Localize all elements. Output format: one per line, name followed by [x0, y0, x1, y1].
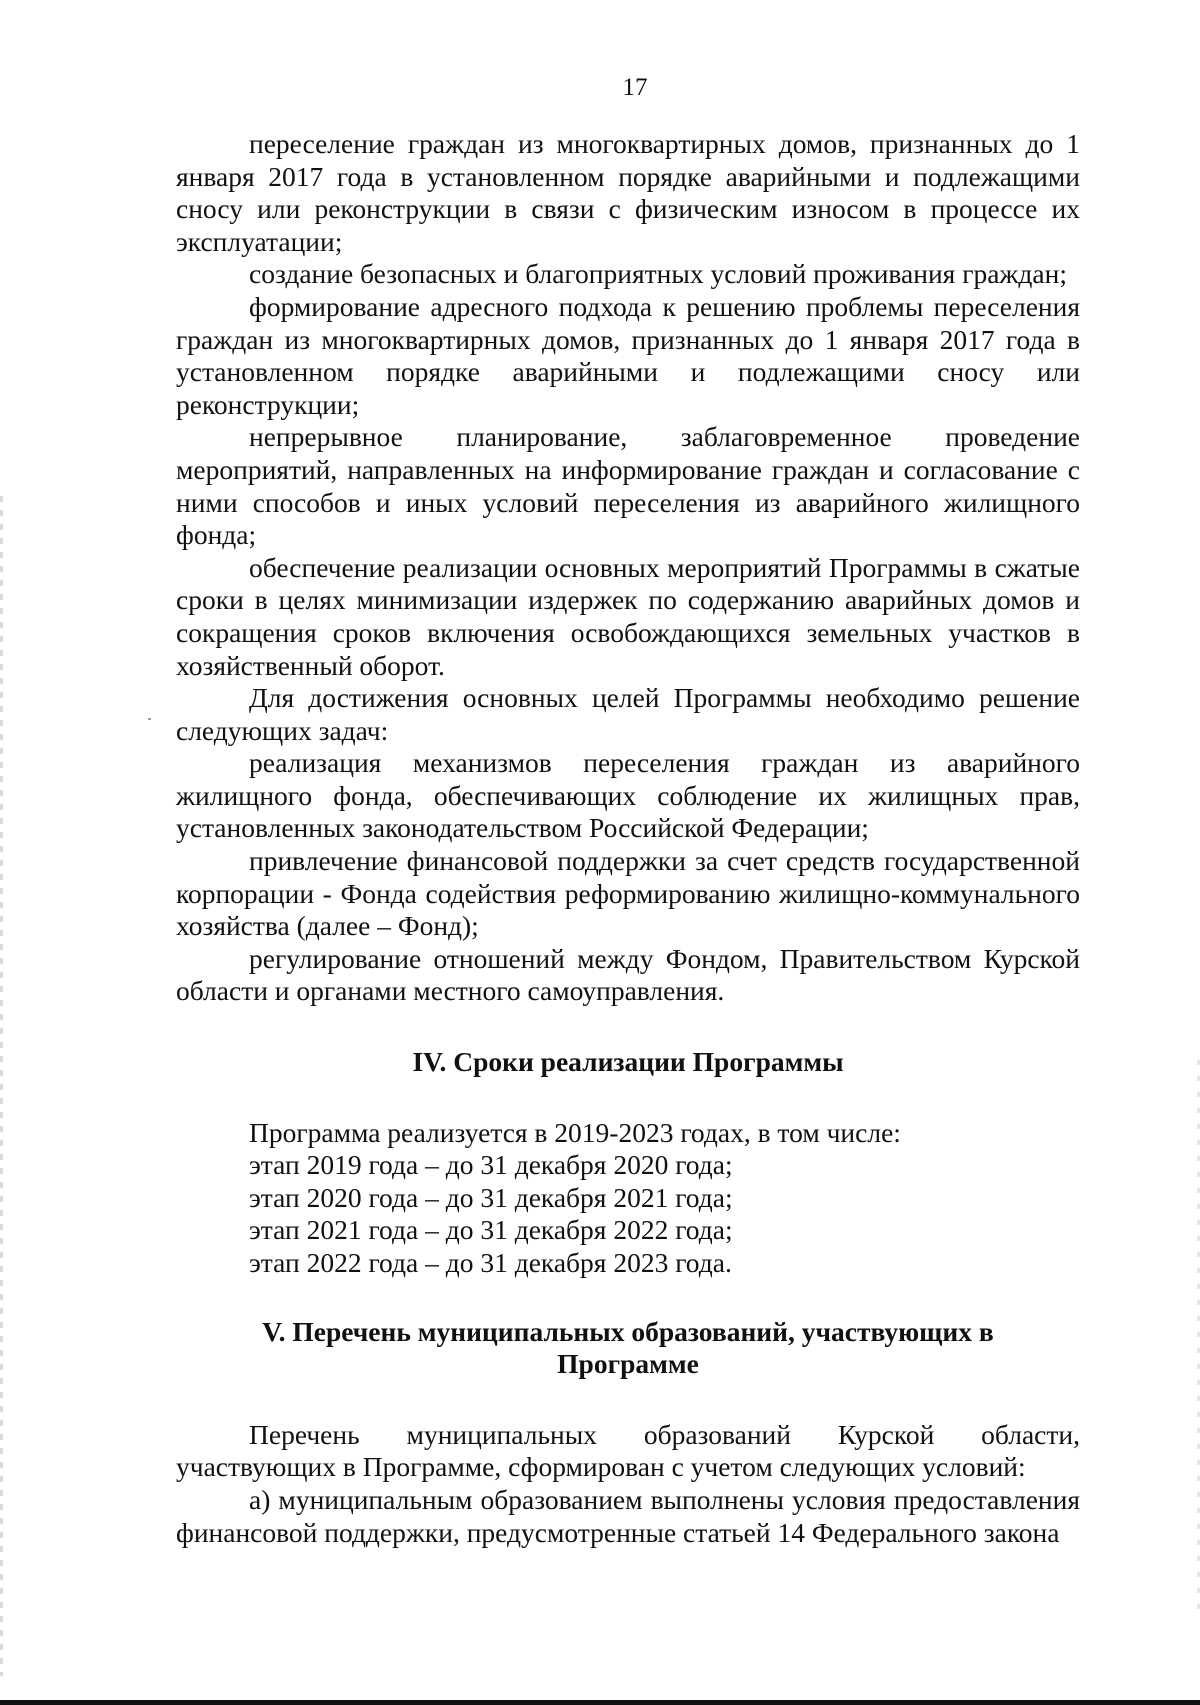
scan-bottom-edge	[0, 1700, 1200, 1705]
paragraph-targeted-approach: формирование адресного подхода к решению проблемы переселения граждан из многоквартирных домов, признанных до 1 января 2017 года в установленном порядке аварийными и подлежащими сносу или реконструкции;	[176, 290, 1080, 420]
stage-item: этап 2021 года – до 31 декабря 2022 года;	[249, 1214, 733, 1246]
scan-edge-mark-left	[0, 496, 3, 1676]
paragraph-resettlement: переселение граждан из многоквартирных домов, признанных до 1 января 2017 года в установленном порядке аварийными и подлежащими сносу или реконструкции в связи с физическим износом в процессе их эксплуатации;	[176, 128, 1080, 257]
paragraph-regulation: регулирование отношений между Фондом, Правительством Курской области и органами местного самоуправления.	[176, 942, 1080, 1007]
paragraph-tasks-intro: Для достижения основных целей Программы необходимо решение следующих задач:	[176, 682, 1080, 746]
section-4-intro: Программа реализуется в 2019-2023 годах, в том числе:	[249, 1116, 901, 1148]
paragraph-mechanisms: реализация механизмов переселения граждан из аварийного жилищного фонда, обеспечивающих соблюдение их жилищных прав, установленных законодательством Российской Федерации;	[176, 747, 1080, 844]
scan-dot	[148, 718, 151, 720]
document-body	[176, 128, 1080, 1549]
paragraph-implementation: обеспечение реализации основных мероприятий Программы в сжатые сроки в целях минимизации издержек по содержанию аварийных домов и сокращения сроков включения освобождающихся земельных участков в хозяйственный оборот.	[176, 551, 1080, 681]
section-4-heading: IV. Сроки реализации Программы	[412, 1046, 844, 1078]
paragraph-planning: непрерывное планирование, заблаговременное проведение мероприятий, направленных на информирование граждан и согласование с ними способов и иных условий переселения из аварийного жилищного фонда;	[176, 421, 1080, 551]
section-4-content	[176, 1117, 1080, 1280]
page-number: 17	[622, 74, 648, 101]
section-5-heading: V. Перечень муниципальных образований, участвующих в Программе	[262, 1315, 994, 1380]
paragraph-safe-conditions: создание безопасных и благоприятных условий проживания граждан;	[249, 258, 1067, 290]
stage-item: этап 2019 года – до 31 декабря 2020 года;	[249, 1149, 733, 1181]
stage-item: этап 2020 года – до 31 декабря 2021 года;	[249, 1181, 733, 1213]
stage-item: этап 2022 года – до 31 декабря 2023 года.	[249, 1247, 732, 1278]
section-5-paragraph: Перечень муниципальных образований Курской области, участвующих в Программе, сформирован с учетом следующих условий:	[176, 1418, 1080, 1483]
paragraph-financial-support: привлечение финансовой поддержки за счет средств государственной корпорации - Фонда содействия реформированию жилищно-коммунального хозяйства (далее – Фонд);	[176, 845, 1080, 942]
section-5-paragraph: а) муниципальным образованием выполнены условия предоставления финансовой поддержки, предусмотренные статьей 14 Федерального закона	[176, 1483, 1080, 1548]
